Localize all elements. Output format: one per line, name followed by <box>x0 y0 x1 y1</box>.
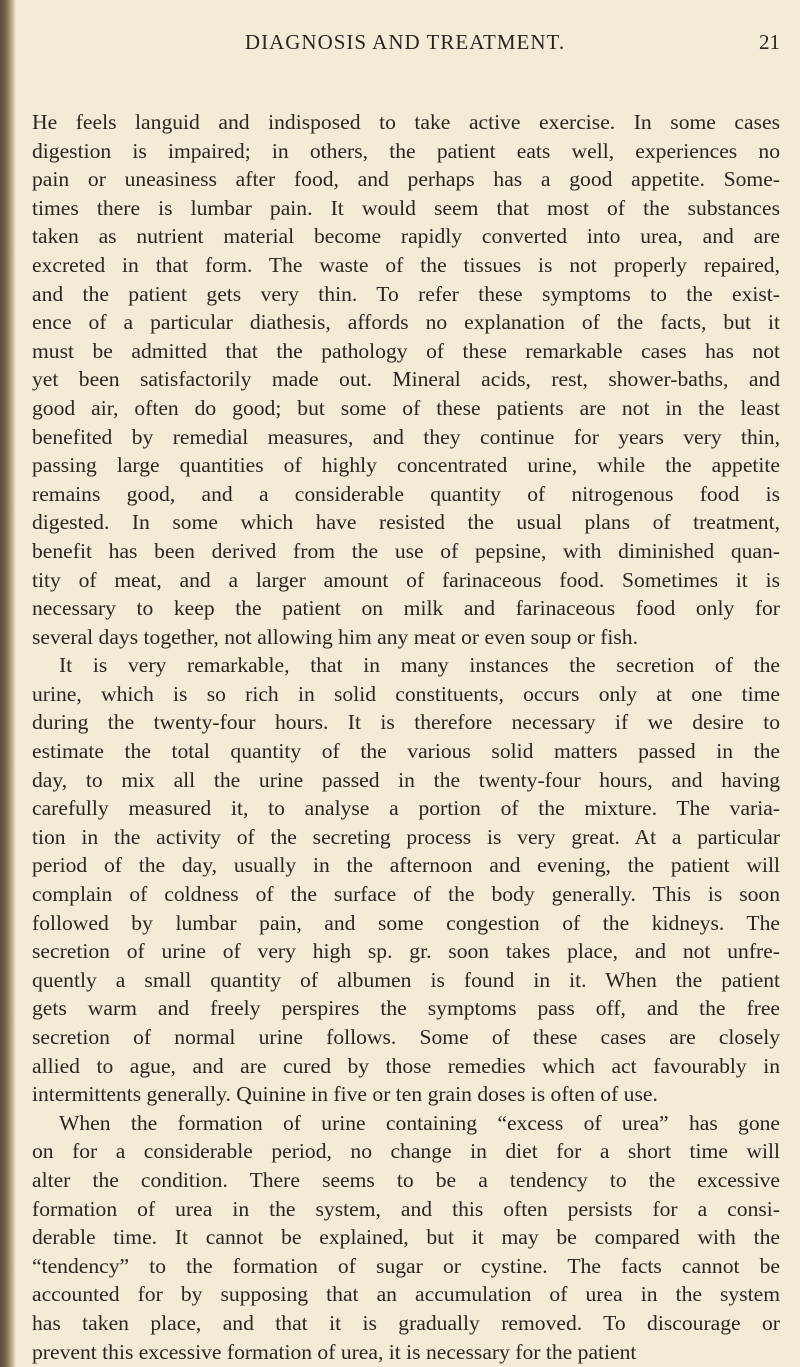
text-line: complain of coldness of the surface of the body generally. This is soon <box>32 882 780 907</box>
text-line: digested. In some which have resisted the usual plans of treatment, <box>32 510 780 535</box>
text-line: during the twenty-four hours. It is therefore necessary if we desire to <box>32 710 780 735</box>
text-line: urine, which is so rich in solid constituents, occurs only at one time <box>32 681 780 706</box>
text-line: benefited by remedial measures, and they continue for years very thin, <box>32 424 780 449</box>
text-line: ence of a particular diathesis, affords no explanation of the facts, but it <box>32 310 780 335</box>
book-page <box>30 26 780 1366</box>
text-line: good air, often do good; but some of these patients are not in the least <box>32 395 780 420</box>
text-line: estimate the total quantity of the various solid matters passed in the <box>32 739 780 764</box>
text-line: yet been satisfactorily made out. Mineral acids, rest, shower-baths, and <box>32 367 780 392</box>
text-line: excreted in that form. The waste of the tissues is not properly repaired, <box>32 252 780 277</box>
text-line: benefit has been derived from the use of pepsine, with diminished quan- <box>32 538 780 563</box>
text-line: tity of meat, and a larger amount of farinaceous food. Sometimes it is <box>32 567 780 592</box>
paragraph <box>32 108 780 651</box>
book-gutter-shadow <box>0 0 16 1367</box>
text-line: several days together, not allowing him any meat or even soup or fish. <box>32 624 639 649</box>
page-number: 21 <box>759 30 780 54</box>
text-line: tion in the activity of the secreting process is very great. At a particular <box>32 824 780 849</box>
body-text <box>30 108 780 1366</box>
text-line: on for a considerable period, no change in diet for a short time will <box>32 1139 780 1164</box>
text-line: allied to ague, and are cured by those remedies which act favourably in <box>32 1053 780 1078</box>
text-line: gets warm and freely perspires the symptoms pass off, and the free <box>32 996 780 1021</box>
text-line: must be admitted that the pathology of these remarkable cases has not <box>32 338 780 363</box>
text-line: alter the condition. There seems to be a tendency to the excessive <box>32 1167 780 1192</box>
text-line: followed by lumbar pain, and some congestion of the kidneys. The <box>32 910 780 935</box>
text-line: When the formation of urine containing “excess of urea” has gone <box>59 1110 780 1135</box>
text-line: has taken place, and that it is gradually removed. To discourage or <box>32 1310 780 1335</box>
text-line: accounted for by supposing that an accumulation of urea in the system <box>32 1282 780 1307</box>
text-line: times there is lumbar pain. It would seem that most of the substances <box>32 195 780 220</box>
text-line: It is very remarkable, that in many instances the secretion of the <box>59 653 780 678</box>
text-line: carefully measured it, to analyse a portion of the mixture. The varia- <box>32 796 780 821</box>
text-line: period of the day, usually in the afternoon and evening, the patient will <box>32 853 780 878</box>
text-line: formation of urea in the system, and this often persists for a consi- <box>32 1196 780 1221</box>
text-line: prevent this excessive formation of urea, it is necessary for the patient <box>32 1339 637 1364</box>
text-line: “tendency” to the formation of sugar or cystine. The facts cannot be <box>32 1253 780 1278</box>
text-line: passing large quantities of highly concentrated urine, while the appetite <box>32 453 780 478</box>
paragraph <box>32 651 780 1109</box>
text-line: and the patient gets very thin. To refer these symptoms to the exist- <box>32 281 780 306</box>
text-line: derable time. It cannot be explained, but it may be compared with the <box>32 1225 780 1250</box>
text-line: pain or uneasiness after food, and perhaps has a good appetite. Some- <box>32 167 780 192</box>
paragraph <box>32 1109 780 1366</box>
text-line: He feels languid and indisposed to take active exercise. In some cases <box>32 110 780 134</box>
text-line: remains good, and a considerable quantity of nitrogenous food is <box>32 481 780 506</box>
text-line: secretion of normal urine follows. Some of these cases are closely <box>32 1025 780 1049</box>
running-title: DIAGNOSIS AND TREATMENT. <box>244 30 566 54</box>
text-line: taken as nutrient material become rapidly converted into urea, and are <box>32 224 780 249</box>
text-line: day, to mix all the urine passed in the twenty-four hours, and having <box>32 767 780 792</box>
running-head <box>30 26 780 60</box>
text-line: secretion of urine of very high sp. gr. soon takes place, and not unfre- <box>32 939 780 964</box>
text-line: digestion is impaired; in others, the patient eats well, experiences no <box>32 138 780 163</box>
text-line: intermittents generally. Quinine in five or ten grain doses is often of use. <box>32 1082 658 1107</box>
text-line: quently a small quantity of albumen is found in it. When the patient <box>32 967 780 992</box>
text-line: necessary to keep the patient on milk and farinaceous food only for <box>32 596 780 621</box>
